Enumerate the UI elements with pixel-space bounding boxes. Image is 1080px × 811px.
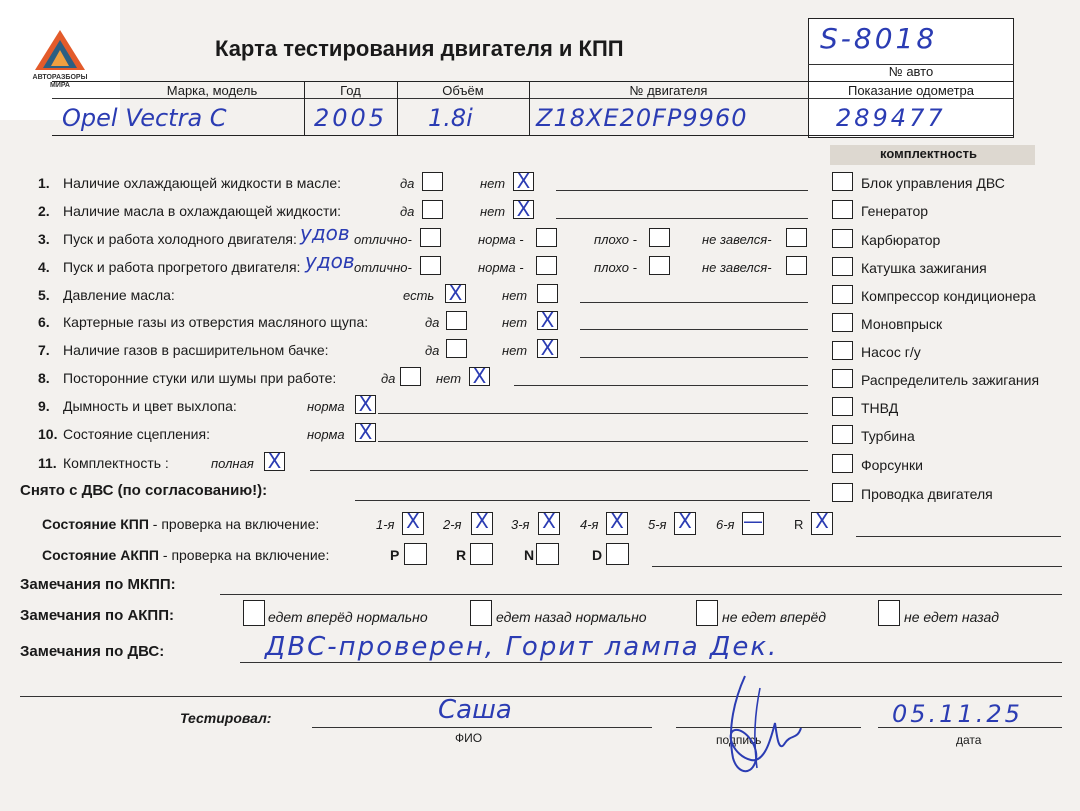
kpp-gear-checkbox[interactable]: X	[674, 512, 696, 535]
item-text: Пуск и работа прогретого двигателя:	[63, 259, 301, 275]
komplekt-checkbox[interactable]	[832, 172, 853, 191]
kpp-gear-label: 2-я	[443, 517, 462, 532]
item-text: Наличие охлаждающей жидкости в масле:	[63, 175, 342, 191]
col-model: Марка, модель	[166, 83, 258, 98]
volume-value: 1.8i	[428, 104, 473, 132]
akpp-mode-label: P	[390, 547, 400, 563]
item-option-o3: плохо -	[594, 260, 637, 275]
item-checkbox-b[interactable]: X	[513, 200, 534, 219]
logo-text-1: АВТОРАЗБОРЫ	[32, 74, 88, 81]
item-checkbox-a[interactable]	[422, 172, 443, 191]
komplekt-checkbox[interactable]	[832, 285, 853, 304]
item-number: 2.	[38, 203, 50, 219]
item-option-b: нет	[502, 315, 528, 330]
page-title: Карта тестирования двигателя и КПП	[215, 36, 624, 61]
item-option-o1: отлично-	[354, 260, 412, 275]
item-checkbox-o3[interactable]	[649, 256, 670, 275]
item-handwritten-note: удов	[305, 249, 355, 273]
item-option-a: да	[400, 204, 415, 219]
item-answer-line	[580, 329, 808, 330]
item-checkbox-a[interactable]: X	[355, 423, 376, 442]
odometer-value: 289477	[836, 104, 946, 132]
item-number: 4.	[38, 259, 50, 275]
akpp-forward-ok-checkbox[interactable]	[243, 600, 265, 626]
item-number: 11.	[38, 455, 57, 471]
item-checkbox-b[interactable]: X	[537, 311, 558, 330]
item-option-a: да	[400, 176, 415, 191]
akpp-mode-label: R	[456, 547, 467, 563]
akpp-mode-checkbox[interactable]	[470, 543, 493, 565]
item-option-o4: не завелся-	[702, 260, 772, 275]
komplekt-label: Проводка двигателя	[861, 486, 993, 502]
item-option-a: норма	[307, 399, 345, 414]
item-text: Комплектность :	[63, 455, 169, 471]
item-answer-line	[580, 302, 808, 303]
item-option-b: нет	[480, 204, 506, 219]
item-number: 5.	[38, 287, 50, 303]
item-option-a: есть	[403, 288, 435, 303]
item-text: Картерные газы из отверстия масляного щупа:	[63, 314, 369, 330]
kpp-gear-label: 5-я	[648, 517, 667, 532]
komplekt-label: Компрессор кондиционера	[861, 288, 1036, 304]
item-checkbox-o1[interactable]	[420, 228, 441, 247]
item-checkbox-o3[interactable]	[649, 228, 670, 247]
signature-image	[705, 668, 805, 780]
mkpp-remarks-label: Замечания по МКПП:	[20, 576, 176, 593]
komplekt-label: Форсунки	[861, 457, 923, 473]
removed-label: Снято с ДВС (по согласованию!):	[20, 482, 268, 499]
akpp-back-ok-label: едет назад нормально	[496, 609, 647, 625]
komplekt-checkbox[interactable]	[832, 257, 853, 276]
kpp-gear-checkbox[interactable]: X	[471, 512, 493, 535]
item-option-a: полная	[211, 456, 254, 471]
item-checkbox-a[interactable]: X	[264, 452, 285, 471]
item-option-b: нет	[436, 371, 462, 386]
item-number: 6.	[38, 314, 50, 330]
item-text: Дымность и цвет выхлопа:	[63, 398, 237, 414]
kpp-label: Состояние КПП - проверка на включение:	[42, 516, 320, 532]
komplekt-label: Моновпрыск	[861, 316, 943, 332]
col-engine-no: № двигателя	[629, 83, 708, 98]
tested-label: Тестировал:	[180, 710, 272, 726]
kpp-gear-checkbox[interactable]: X	[606, 512, 628, 535]
auto-number-label: № авто	[888, 64, 934, 79]
logo-text-2: МИРА	[50, 82, 70, 89]
item-option-o1: отлично-	[354, 232, 412, 247]
signature-caption: подпись	[716, 733, 762, 747]
akpp-mode-label: N	[524, 547, 535, 563]
item-text: Посторонние стуки или шумы при работе:	[63, 370, 337, 386]
komplekt-title: комплектность	[880, 146, 977, 161]
item-number: 8.	[38, 370, 50, 386]
engine-no-value: Z18XE20FP9960	[536, 104, 748, 132]
item-option-a: норма	[307, 427, 345, 442]
item-answer-line	[514, 385, 808, 386]
item-option-o2: норма -	[478, 232, 524, 247]
akpp-mode-checkbox[interactable]	[404, 543, 427, 565]
komplekt-checkbox[interactable]	[832, 483, 853, 502]
item-option-b: нет	[480, 176, 506, 191]
akpp-back-ok-checkbox[interactable]	[470, 600, 492, 626]
komplekt-checkbox[interactable]	[832, 229, 853, 248]
akpp-mode-checkbox[interactable]	[536, 543, 559, 565]
item-answer-line	[378, 413, 808, 414]
akpp-no-back-label: не едет назад	[904, 609, 999, 625]
item-answer-line	[580, 357, 808, 358]
item-option-b: нет	[502, 343, 528, 358]
col-odometer: Показание одометра	[847, 83, 974, 98]
model-value: Opel Vectra C	[62, 104, 227, 132]
komplekt-checkbox[interactable]	[832, 313, 853, 332]
akpp-no-back-checkbox[interactable]	[878, 600, 900, 626]
item-number: 10.	[38, 426, 58, 442]
item-answer-line	[310, 470, 808, 471]
akpp-label: Состояние АКПП - проверка на включение:	[42, 547, 330, 563]
item-number: 3.	[38, 231, 50, 247]
komplekt-label: Блок управления ДВС	[861, 175, 1005, 191]
item-option-a: да	[381, 371, 396, 386]
item-text: Наличие газов в расширительном бачке:	[63, 342, 329, 358]
akpp-no-forward-checkbox[interactable]	[696, 600, 718, 626]
item-text: Состояние сцепления:	[63, 426, 210, 442]
item-checkbox-b[interactable]	[537, 284, 558, 303]
akpp-forward-ok-label: едет вперёд нормально	[268, 609, 428, 625]
item-answer-line	[378, 441, 808, 442]
kpp-gear-checkbox[interactable]: —	[743, 509, 763, 533]
item-option-b: нет	[502, 288, 528, 303]
komplekt-checkbox[interactable]	[832, 341, 853, 360]
komplekt-label: Турбина	[861, 428, 915, 444]
komplekt-label: Катушка зажигания	[861, 260, 987, 276]
kpp-gear-checkbox[interactable]: X	[811, 512, 833, 535]
komplekt-checkbox[interactable]	[832, 369, 853, 388]
date-caption: дата	[956, 733, 982, 747]
fio-caption: ФИО	[455, 731, 483, 745]
item-text: Пуск и работа холодного двигателя:	[63, 231, 297, 247]
kpp-gear-label: R	[794, 517, 804, 532]
col-year: Год	[340, 83, 361, 98]
komplekt-checkbox[interactable]	[832, 454, 853, 473]
kpp-gear-label: 4-я	[580, 517, 599, 532]
item-text: Давление масла:	[63, 287, 175, 303]
item-number: 7.	[38, 342, 50, 358]
kpp-gear-label: 6-я	[716, 517, 735, 532]
komplekt-label: Генератор	[861, 203, 929, 219]
item-answer-line	[556, 190, 808, 191]
item-checkbox-o2[interactable]	[536, 228, 557, 247]
item-option-o2: норма -	[478, 260, 524, 275]
item-option-a: да	[425, 315, 440, 330]
komplekt-label: ТНВД	[861, 400, 899, 416]
item-answer-line	[556, 218, 808, 219]
item-checkbox-a[interactable]	[446, 339, 467, 358]
komplekt-checkbox[interactable]	[832, 200, 853, 219]
akpp-mode-checkbox[interactable]	[606, 543, 629, 565]
item-text: Наличие масла в охлаждающей жидкости:	[63, 203, 342, 219]
item-option-o4: не завелся-	[702, 232, 772, 247]
dvs-remarks-label: Замечания по ДВС:	[20, 643, 165, 660]
akpp-mode-label: D	[592, 547, 603, 563]
item-checkbox-o1[interactable]	[420, 256, 441, 275]
tester-name: Саша	[438, 695, 512, 725]
item-checkbox-b[interactable]: X	[513, 172, 534, 191]
item-checkbox-a[interactable]	[422, 200, 443, 219]
kpp-gear-checkbox[interactable]: X	[402, 512, 424, 535]
item-checkbox-b[interactable]: X	[469, 367, 490, 386]
item-checkbox-a[interactable]	[400, 367, 421, 386]
item-checkbox-b[interactable]: X	[537, 339, 558, 358]
dvs-remarks-value: ДВС-проверен, Горит лампа Дек.	[265, 632, 779, 662]
auto-number-value: S-8018	[820, 22, 938, 55]
item-checkbox-o2[interactable]	[536, 256, 557, 275]
akpp-no-forward-label: не едет вперёд	[722, 609, 827, 625]
item-handwritten-note: удов	[300, 221, 350, 245]
item-checkbox-a[interactable]: X	[445, 284, 466, 303]
akpp-remarks-label: Замечания по АКПП:	[20, 607, 174, 624]
item-option-o3: плохо -	[594, 232, 637, 247]
item-number: 1.	[38, 175, 50, 191]
komplekt-checkbox[interactable]	[832, 397, 853, 416]
kpp-gear-checkbox[interactable]: X	[538, 512, 560, 535]
kpp-gear-label: 1-я	[376, 517, 395, 532]
komplekt-label: Карбюратор	[861, 232, 941, 248]
item-number: 9.	[38, 398, 50, 414]
item-checkbox-o4[interactable]	[786, 228, 807, 247]
komplekt-checkbox[interactable]	[832, 425, 853, 444]
col-volume: Объём	[442, 83, 484, 98]
item-option-a: да	[425, 343, 440, 358]
komplekt-label: Распределитель зажигания	[861, 372, 1040, 388]
kpp-gear-label: 3-я	[511, 517, 530, 532]
item-checkbox-a[interactable]	[446, 311, 467, 330]
year-value: 2005	[314, 104, 388, 132]
logo-mark-icon	[33, 28, 87, 72]
item-checkbox-a[interactable]: X	[355, 395, 376, 414]
test-date-value: 05.11.25	[892, 700, 1023, 728]
item-checkbox-o4[interactable]	[786, 256, 807, 275]
komplekt-label: Насос г/у	[861, 344, 921, 360]
